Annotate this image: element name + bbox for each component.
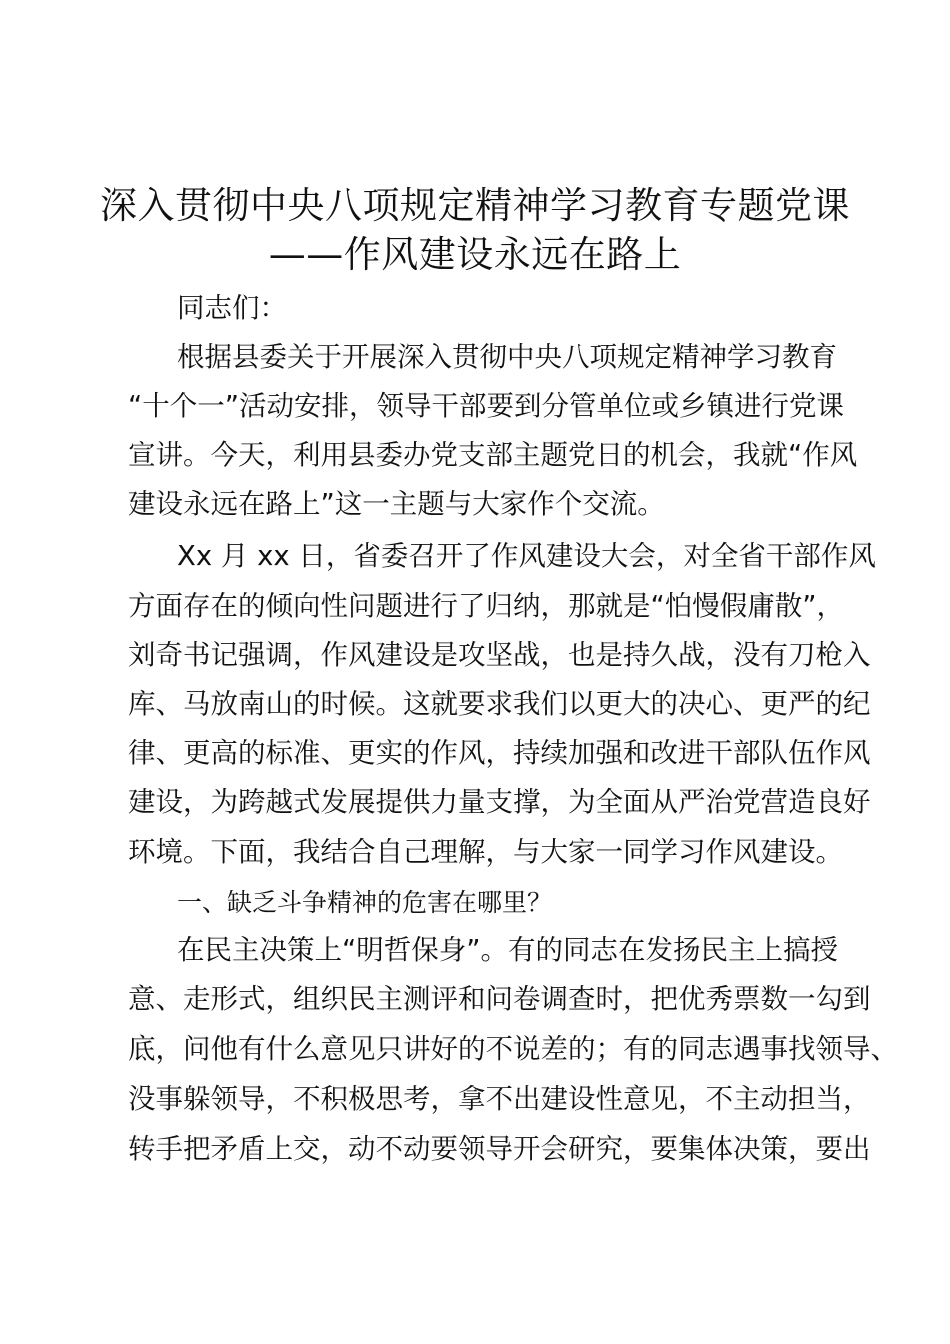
document-title: 深入贯彻中央八项规定精神学习教育专题党课 bbox=[100, 184, 850, 227]
paragraph-line: 刘奇书记强调，作风建设是攻坚战，也是持久战，没有刀枪入 bbox=[128, 639, 871, 671]
paragraph-line: 建设，为跨越式发展提供力量支撑，为全面从严治党营造良好 bbox=[128, 786, 871, 818]
paragraph-line: 转手把矛盾上交，动不动要领导开会研究，要集体决策，要出 bbox=[128, 1133, 871, 1165]
paragraph-line: 库、马放南山的时候。这就要求我们以更大的决心、更严的纪 bbox=[128, 688, 871, 720]
paragraph-line: 底，问他有什么意见只讲好的不说差的；有的同志遇事找领导、 bbox=[128, 1033, 898, 1065]
paragraph-line: “十个一”活动安排，领导干部要到分管单位或乡镇进行党课 bbox=[128, 390, 844, 422]
paragraph-line: 建设永远在路上”这一主题与大家作个交流。 bbox=[128, 488, 665, 520]
salutation: 同志们： bbox=[177, 292, 287, 324]
paragraph-line: 根据县委关于开展深入贯彻中央八项规定精神学习教育 bbox=[177, 341, 837, 373]
paragraph-line: 意、走形式，组织民主测评和问卷调查时，把优秀票数一勾到 bbox=[128, 983, 871, 1015]
paragraph-line: Xx 月 xx 日，省委召开了作风建设大会，对全省干部作风 bbox=[177, 540, 876, 572]
paragraph-line: 律、更高的标准、更实的作风，持续加强和改进干部队伍作风 bbox=[128, 737, 871, 769]
section-heading: 一、缺乏斗争精神的危害在哪里？ bbox=[177, 888, 553, 917]
paragraph-line: 环境。下面，我结合自己理解，与大家一同学习作风建设。 bbox=[128, 836, 843, 868]
paragraph-line: 在民主决策上“明哲保身”。有的同志在发扬民主上搞授 bbox=[177, 934, 838, 966]
paragraph-line: 没事躲领导，不积极思考，拿不出建设性意见，不主动担当， bbox=[128, 1083, 871, 1115]
document-subtitle: ——作风建设永远在路上 bbox=[268, 233, 682, 276]
paragraph-line: 方面存在的倾向性问题进行了归纳，那就是“怕慢假庸散”， bbox=[128, 590, 844, 622]
paragraph-line: 宣讲。今天，利用县委办党支部主题党日的机会，我就“作风 bbox=[128, 439, 858, 471]
